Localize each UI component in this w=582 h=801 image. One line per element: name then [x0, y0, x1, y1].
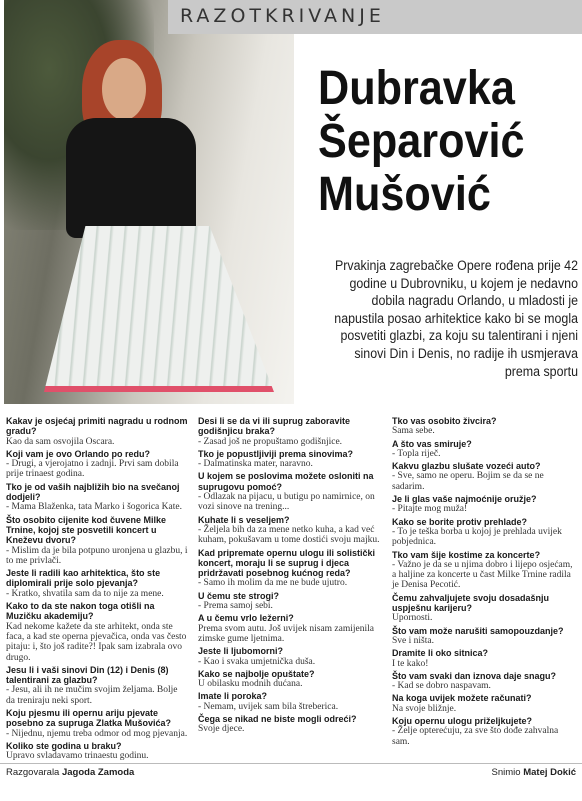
question: Kakav je osjećaj primiti nagradu u rodnom gradu?	[6, 416, 188, 437]
answer: - Kratko, shvatila sam da to nije za mene.	[6, 588, 164, 599]
answer: Na svoje bližnje.	[392, 703, 457, 714]
answer: Prema svom autu. Još uvijek nisam zamijenila zimske gume ljetnima.	[198, 623, 374, 644]
question: Tko je od vaših najbližih bio na svečanoj dodjeli?	[6, 481, 180, 503]
answer: Upornosti.	[392, 613, 433, 624]
name-line-second: Šeparović	[318, 115, 525, 168]
qa-item	[6, 601, 188, 663]
answer: - Važno je da se u njima dobro i lijepo osjećam, a haljine za koncerte u čast Milke Trnine radila je Denisa Pecotić.	[392, 559, 573, 591]
interview-column-1	[6, 416, 188, 764]
name-line-first: Dubravka	[318, 62, 515, 115]
answer: - Želje opterećuju, za sve što dođe zahvalna sam.	[392, 726, 559, 747]
question: Koju opernu ulogu priželjkujete?	[392, 716, 533, 727]
question: U kojem se poslovima možete osloniti na suprugovu pomoć?	[198, 471, 374, 492]
question: Jeste li ljubomorni?	[198, 646, 284, 657]
photographer-label: Snimio	[491, 767, 521, 778]
question: A što vas smiruje?	[392, 438, 472, 449]
answer: - Željela bih da za mene netko kuha, a kad već kuham, pokušavam u tome dostići svoju majku.	[198, 524, 380, 546]
answer: - Prema samoj sebi.	[198, 601, 273, 612]
question: Tko je popustljiviji prema sinovima?	[198, 448, 354, 459]
qa-item	[6, 665, 188, 706]
question: Čemu zahvaljujete svoju dosadašnju uspješnu karijeru?	[392, 592, 550, 614]
question: Imate li poroka?	[198, 691, 268, 702]
answer: - Drugi, a vjerojatno i zadnji. Prvi sam dobila prije trinaest godina.	[6, 459, 179, 480]
answer: - Nemam, uvijek sam bila štreberica.	[198, 701, 339, 712]
answer: U obilasku modnih dućana.	[198, 679, 303, 690]
qa-item	[198, 416, 380, 447]
answer: - Kao i svaka umjetnička duša.	[198, 656, 316, 667]
qa-item	[392, 416, 578, 437]
qa-item	[6, 568, 188, 599]
answer: - Mislim da je bila potpuno uronjena u glazbu, i to me privlači.	[6, 545, 188, 566]
qa-item	[392, 517, 578, 548]
qa-item	[392, 550, 578, 591]
question: Koji vam je ovo Orlando po redu?	[6, 448, 151, 459]
portrait-face	[102, 58, 146, 120]
question: Desi li se da vi ili suprug zaboravite godišnjicu braka?	[198, 416, 351, 437]
question: Kako to da ste nakon toga otišli na Muzičku akademiju?	[6, 601, 155, 622]
qa-item	[198, 691, 380, 712]
qa-item	[392, 439, 578, 460]
answer: - To je teška borba u kojoj je prehlada uvijek pobjednica.	[392, 526, 562, 548]
qa-item	[6, 741, 188, 762]
question: Kako se najbolje opuštate?	[198, 668, 315, 679]
answer: - Kad se dobro naspavam.	[392, 681, 491, 692]
qa-item	[392, 671, 578, 692]
question: U čemu ste strogi?	[198, 590, 280, 601]
qa-item	[6, 708, 188, 739]
qa-item	[198, 669, 380, 690]
answer: - Mama Blaženka, tata Marko i šogorica Kate.	[6, 502, 182, 513]
portrait-black-top	[66, 118, 196, 238]
question: Je li glas vaše najmoćnije oružje?	[392, 494, 537, 505]
lead-paragraph: Prvakinja zagrebačke Opere rođena prije 42 godine u Dubrovniku, u kojem je nedavno dobila nagradu Orlando, u mladosti je napustila posao arhitektice kako bi se mogla posvetiti glazbi, za koju su talentirani i njeni sinovi Din i Denis, no radije ih usmjerava prema sportu	[334, 258, 578, 379]
qa-item	[198, 449, 380, 470]
qa-item	[6, 515, 188, 566]
section-label: RAZOTKRIVANJE	[180, 5, 385, 27]
question: Što vam svaki dan iznova daje snagu?	[392, 670, 557, 681]
question: Jeste li radili kao arhitektica, što ste diplomirali prije solo pjevanja?	[6, 568, 161, 589]
name-line-third: Mušović	[318, 168, 491, 221]
answer: Kad nekome kažete da ste arhitekt, onda ste faca, a kad ste operna pjevačica, onda vas često pitaju: i, što još radite?! Ipak sam izabrala ovo drugo.	[6, 621, 187, 663]
question: Kakvu glazbu slušate vozeći auto?	[392, 461, 541, 472]
question: Čega se nikad ne biste mogli odreći?	[198, 714, 357, 725]
question: Kuhate li s veseljem?	[198, 514, 290, 525]
qa-item	[6, 416, 188, 447]
question: A u čemu vrlo ležerni?	[198, 613, 294, 624]
answer: - Nijednu, njemu treba odmor od mog pjevanja.	[6, 728, 188, 739]
qa-item	[198, 548, 380, 589]
answer: Sama sebe.	[392, 426, 435, 437]
question: Tko vam šije kostime za koncerte?	[392, 549, 541, 560]
question: Kad pripremate opernu ulogu ili solistički koncert, moraju li se suprug i djeca pridržavati posebnog kućnog reda?	[198, 547, 376, 579]
answer: - Odlazak na pijacu, u butigu po namirnice, on vozi sinove na trening...	[198, 492, 375, 513]
answer: I te kako!	[392, 658, 429, 669]
qa-item	[198, 646, 380, 667]
qa-item	[392, 693, 578, 714]
question: Jesu li i vaši sinovi Din (12) i Denis (8) talentirani za glazbu?	[6, 664, 169, 686]
question: Što osobito cijenite kod čuvene Milke Trnine, kojoj ste posvetili koncert u Kneževu dvoru?	[6, 514, 167, 546]
interviewee-name	[318, 62, 552, 221]
author-name: Jagoda Zamoda	[61, 767, 135, 778]
answer: Upravo svladavamo trinaestu godinu.	[6, 751, 149, 762]
qa-item	[392, 593, 578, 624]
interview-columns	[0, 416, 582, 766]
qa-item	[198, 591, 380, 612]
portrait-patterned-skirt	[44, 226, 274, 392]
question: Dramite li oko sitnica?	[392, 648, 489, 659]
qa-item	[392, 461, 578, 492]
author-label: Razgovarala	[6, 767, 60, 778]
question: Tko vas osobito živcira?	[392, 416, 497, 426]
qa-item	[198, 515, 380, 546]
qa-item	[392, 626, 578, 647]
answer: - Samo ih molim da me ne bude ujutro.	[198, 578, 348, 589]
qa-item	[198, 613, 380, 644]
question: Koju pjesmu ili opernu ariju pjevate posebno za supruga Zlatka Mušovića?	[6, 708, 172, 729]
interview-column-2	[198, 416, 380, 737]
qa-item	[392, 648, 578, 669]
footer-divider	[0, 763, 582, 764]
answer: - Zasad još ne propuštamo godišnjice.	[198, 436, 343, 447]
author-credit	[6, 767, 134, 778]
qa-item	[392, 716, 578, 747]
answer: - Pitajte mog muža!	[392, 504, 468, 515]
qa-item	[6, 482, 188, 513]
answer: - Dalmatinska mater, naravno.	[198, 459, 313, 470]
question: Kako se borite protiv prehlade?	[392, 516, 528, 527]
answer: Svoje djece.	[198, 724, 245, 735]
answer: - Topla riječ.	[392, 448, 441, 459]
portrait-photo	[4, 0, 294, 404]
qa-item	[392, 494, 578, 515]
answer: - Sve, samo ne operu. Bojim se da se ne sadarim.	[392, 471, 544, 492]
qa-item	[198, 471, 380, 512]
section-header-band	[168, 0, 582, 34]
qa-item	[6, 449, 188, 480]
question: Na koga uvijek možete računati?	[392, 693, 532, 704]
photographer-name: Matej Dokić	[523, 767, 576, 778]
photographer-credit	[492, 767, 576, 778]
interview-column-3	[392, 416, 578, 749]
answer: Kao da sam osvojila Oscara.	[6, 436, 115, 447]
question: Što vam može narušiti samopouzdanje?	[392, 625, 564, 636]
answer: Sve i ništa.	[392, 635, 434, 646]
question: Koliko ste godina u braku?	[6, 740, 122, 751]
qa-item	[198, 714, 380, 735]
answer: - Jesu, ali ih ne mučim svojim željama. Bolje da treniraju neki sport.	[6, 685, 178, 706]
